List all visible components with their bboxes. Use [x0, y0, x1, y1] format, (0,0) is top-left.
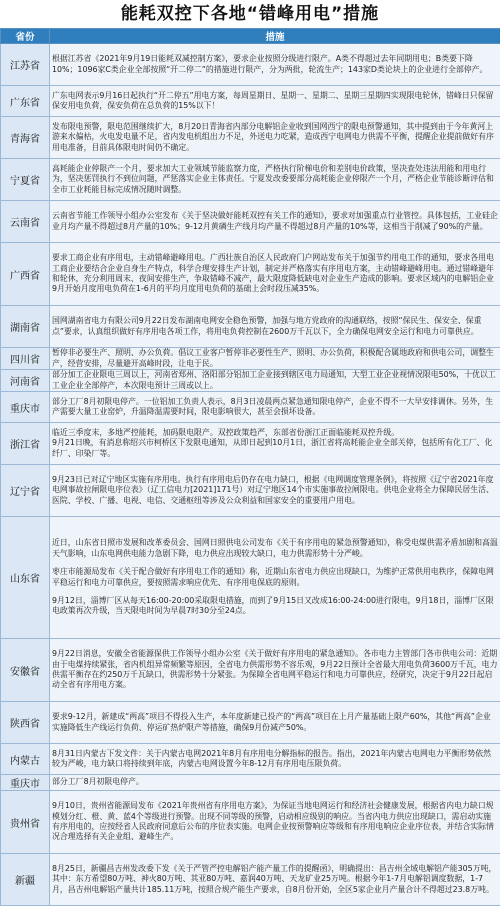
measure-cell — [50, 348, 500, 370]
province-cell: 湖南省 — [1, 306, 50, 348]
measure-text: 部分工厂8月初限电停产。 — [52, 777, 498, 787]
measure-text: 9月12日，淄博厂区从每天16:00-20:00采取限电措施，而到了9月15日又改成16:00-24:00进行限电，9月18日，淄博厂区限电政策再次升级，当天限电时间为早晨7时30分至24点。 — [52, 596, 498, 617]
measure-text: 9月22日消息，安徽全省能源保供工作领导小组办公室《关于做好有序用电的紧急通知》。各市电力主管部门各市供电公司：近期由于电煤持续紧张，省内机组异常频繁等原因，全省电力供需形势不容乐观，9月22日预计全省最大用电负荷3600万千瓦，电力供需平衡存在约250万千瓦缺口，供需形势十分紧张。为保障全省电网平稳运行和电力可靠供应，经研究，决定于9月22日起启动全省有序用电方案。 — [52, 649, 498, 691]
measure-cell — [50, 423, 500, 465]
province-cell: 河南省 — [1, 370, 50, 392]
page-title: 能耗双控下各地“错峰用电”措施 — [0, 0, 500, 28]
measure-text: 要求工商企业有序用电，主动错峰避峰用电。广西壮族自治区人民政府门户网站发布关于加强节约用电工作的通知，要求各用电工商企业要结合企业自身生产特点，科学合理安排生产计划，制定并严格落实有序用电方案，主动错峰避峰用电。通过错峰避年和轮休，充分利用周末、夜间安排生产，争取错峰不减产，最大限度降低缺电对企业生产造成的影响。要求区域内的电解铝企业9月开始月度用电负荷在1-6月的平均月度用电负荷的基础上会时段压减35%。 — [52, 253, 498, 295]
header-measures: 措施 — [50, 29, 500, 44]
measure-text: 近日，山东省日照市发展和改革委员会、国网日照供电公司发布《关于有序用电的紧急预警通知》，称受电煤供需矛盾加剧和高温天气影响，山东电网供电能力急剧下降，电力供应出现较大缺口，电力供需形势十分严峻。 — [52, 538, 498, 559]
measure-cell — [50, 243, 500, 306]
measure-text: 部分加工企业限电三周以上，河南省郑州、洛阳部分铝加工企业接到辖区电力局通知，大型工业企业视情况限电50%，十优以工工业企业全部停产，本次限电预计三周或以上。 — [52, 370, 498, 391]
measure-cell — [50, 775, 500, 791]
measures-table — [0, 28, 500, 906]
province-cell: 重庆市 — [1, 775, 50, 791]
province-cell: 新疆 — [1, 854, 50, 906]
table-row — [1, 465, 500, 517]
province-cell: 陕西省 — [1, 702, 50, 744]
table-row — [1, 348, 500, 370]
measure-text: 8月31日内蒙古下发文件：关于内蒙古电网2021年8月有序用电分解指标的报告。指出，2021年内蒙古电网电力平衡形势依然较为严峻，电力缺口将持续到年底，内蒙古电网设置今年8-12月有序用电压限负荷。 — [52, 749, 498, 770]
table-row — [1, 744, 500, 775]
province-cell: 重庆市 — [1, 392, 50, 423]
measure-cell — [50, 370, 500, 392]
measure-cell — [50, 744, 500, 775]
table-row — [1, 159, 500, 201]
measure-cell — [50, 44, 500, 86]
province-cell: 内蒙古 — [1, 744, 50, 775]
table-row — [1, 791, 500, 854]
province-cell: 宁夏省 — [1, 159, 50, 201]
measure-text: 国网湖南省电力有限公司9月22日发布湖南电网安全稳色预警，加强与地方党政府的沟通联络，按照“保民生、保安全、保重点”要求，认真组织做好有序用电各项工作，将用电负荷控制在2600万千瓦以下，全力确保电网安全运行和电力可靠供应。 — [52, 316, 498, 337]
measure-cell — [50, 639, 500, 702]
measure-cell — [50, 465, 500, 517]
table-row — [1, 423, 500, 465]
province-cell: 浙江省 — [1, 423, 50, 465]
table-row — [1, 702, 500, 744]
province-cell: 山东省 — [1, 517, 50, 639]
measure-text: 高耗能企业停限产一个月，要求加大工业领域节能监察力度，严格执行阶梯电价和差别电价政策，坚决查处违法用能和用电行为，坚决惩罚执行不到位问题，严惩落实企业主体责任。宁夏发改委要部分高耗能企业停限产一个月，严格企业节能诊断评估和全市工业耗能目标完成情况随时调整。 — [52, 164, 498, 195]
measure-cell — [50, 306, 500, 348]
province-cell: 贵州省 — [1, 791, 50, 854]
province-cell: 广东省 — [1, 86, 50, 117]
header-province: 省份 — [1, 29, 50, 44]
measure-cell — [50, 86, 500, 117]
table-row — [1, 517, 500, 639]
measure-text: 要求9-12月，新建成“两高”项目不得投入生产，本年度新建已投产的“两高”项目在上月产量基础上限产60%，其他“两高”企业实施降低生产线运行负荷、停运矿热炉限产等措施，确保9月份减产50%。 — [52, 712, 498, 733]
measure-text: 广东电网表示9月16日起执行“开二停五”用电方案，每周星期日、星期一、星期二、星期三星期四实现限电轮休，错峰日只保留保安用电负荷，保安负荷在总负荷的15%以下！ — [52, 91, 498, 112]
table-row — [1, 392, 500, 423]
measure-text: 9月21日晚，有消息称绍兴市柯桥区下发限电通知，从即日起到10月1日，浙江省将高耗能企业全部关停，包括所有化工厂、化纤厂、印染厂等。 — [52, 438, 498, 459]
measure-cell — [50, 117, 500, 159]
province-cell: 辽宁省 — [1, 465, 50, 517]
measure-cell — [50, 517, 500, 639]
measure-text: 9月10日，贵州省能源局发布《2021年贵州省有序用电方案》，为保证当地电网运行和经济社会健康发展，根据省内电力缺口规模划分红、橙、黄、蓝4个等级进行预警。出现不同等级的预警，启动相应级别的响应。当省内电力供应出现缺口，需启动实施有序用电的，应按经省人民政府同意后公布的序位表实施。电网企业按预警响应等级和有序用电响应企业序位表，并结合实际情况合理选择有关企业组、避峰生产。 — [52, 801, 498, 843]
measure-cell — [50, 702, 500, 744]
province-cell: 四川省 — [1, 348, 50, 370]
measure-text: 临近三季度末，多地严控能耗，加码限电限产。双控政策趋严，东部省份浙江正面临能耗双控升级。 — [52, 428, 498, 438]
table-row — [1, 854, 500, 906]
measure-cell — [50, 854, 500, 906]
measure-text: 部分工厂8月初限电停产。一位铝加工负责人表示，8月3日凌晨两点紧急通知限电停产，企业不得不一大早安排调休。另外，生产需要大量工业窑炉，升温降温需要时间，限电影响很大，甚至会损坏设备。 — [52, 397, 498, 418]
measure-text: 8月25日，新疆昌吉州发改委下发《关于严管严控电解铝产能产量工作的提醒函》，明确提出：昌吉州全域电解铝产能305万吨，其中：东方希望80万吨、神火80万吨、其亚80万吨、嘉润40万吨、天龙矿业25万吨。根据今年1-7月电解铝调度数据，1-7月，昌吉州电解铝产量共计185.11万吨，按照合规产能生产要求，自8月份开始，全区5家企业月产量合计不得超过23.8万吨。 — [52, 864, 498, 895]
measure-text: 暂停非必要生产、照明、办公负荷。倡议工业客户暂停非必要性生产、照明、办公负荷，积极配合属地政府和供电公司，调整生产，经营安排，尽量避开高峰时段，让电于民。 — [52, 348, 498, 369]
table-row — [1, 306, 500, 348]
province-cell: 广西省 — [1, 243, 50, 306]
province-cell: 安徽省 — [1, 639, 50, 702]
table-header-row — [1, 29, 500, 44]
table-row — [1, 243, 500, 306]
table-row — [1, 117, 500, 159]
measure-cell — [50, 392, 500, 423]
table-row — [1, 370, 500, 392]
measure-cell — [50, 201, 500, 243]
table-row — [1, 775, 500, 791]
table-row — [1, 44, 500, 86]
measure-text: 9月23日已对辽宁地区实施有序用电。执行有序用电后仍存在电力缺口，根据《电网调度管理条例》，将按照《辽宁省2021年度电网事故拉闸限电序位表》（辽工信电力[2021]171号）对辽宁地区14个市实施事故拉闸限电。供电企业将全力保障民居生活、医院、学校、广播、电视、电信、交通枢纽等涉及公众利益和国家安全的重要用户用电。 — [52, 475, 498, 506]
measure-cell — [50, 159, 500, 201]
measure-text: 发布限电预警，限电范围继续扩大，8月20日青海省内部分电解铝企业收到国网西宁的限电预警通知，其中提到由于今年黄河上游来水偏枯，火电发电量不足，省内发电机组出力不足，外送电力吃紧，造成西宁电网电力供需不平衡，提醒企业提前做好有序用电准备，目前具体限电时间仍不确定。 — [52, 122, 498, 153]
measure-text: 根据江苏省《2021年9月19日能耗双减控制方案》，要求企业按照分级进行限产。A类不得超过去年同期用电；B类要下降10%；1096家C类企业全部按照“开二停二”的措施进行限产，分为两批，轮流生产；143家D类论块上的企业进行全部停产。 — [52, 54, 498, 75]
measure-text: 云南省节能工作领导小组办公室发布《关于坚决做好能耗双控有关工作的通知》，要求对加强重点行业管控。具体包括，工业硅企业月均产量不得超过8月产量的10%；9-12月黄磷生产线月均产量不得超过8月产量的10%等，这相当于削减了90%的产量。 — [52, 211, 498, 232]
province-cell: 江苏省 — [1, 44, 50, 86]
province-cell: 青海省 — [1, 117, 50, 159]
province-cell: 云南省 — [1, 201, 50, 243]
measure-text: 枣庄市能源局发布《关于配合做好有序用电工作的通知》称，近期山东省电力供应出现缺口，为维护正常供用电秩序，保障电网平稳运行和电力可靠供应，要按照需求响应优先、有序用电保底的原则。 — [52, 567, 498, 588]
table-row — [1, 639, 500, 702]
table-row — [1, 86, 500, 117]
measure-cell — [50, 791, 500, 854]
table-row — [1, 201, 500, 243]
